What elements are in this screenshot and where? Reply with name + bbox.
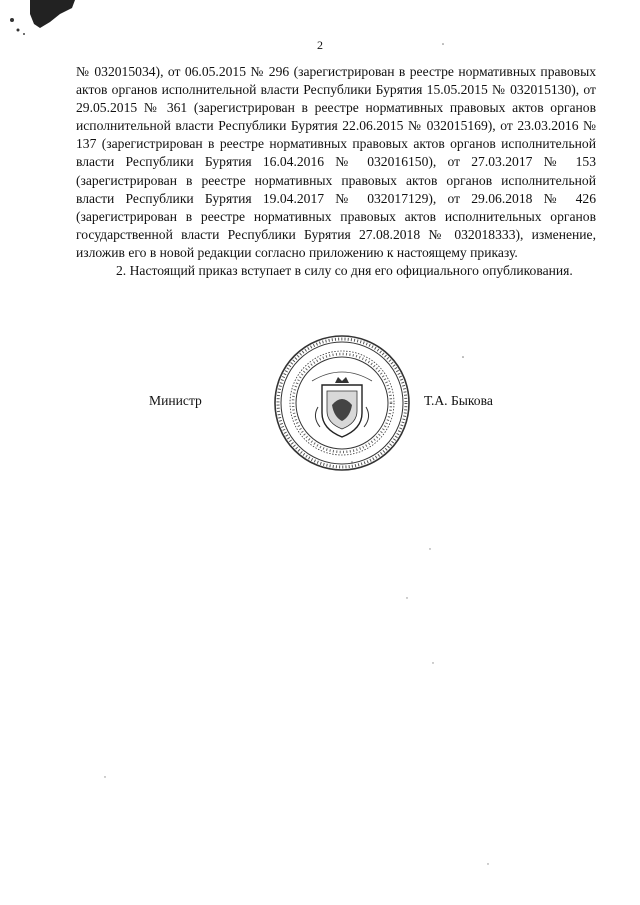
page-number: 2 bbox=[317, 38, 323, 52]
paragraph-continued: № 032015034), от 06.05.2015 № 296 (зарегистрирован в реестре нормативных правовых актов органов исполнительной власти Республики Бурятия 15.05.2015 № 032015130), от 29.05.2015 № 361 (зарегистрирован в реестре нормативных правовых актов органов исполнительной власти Республики Бурятия 22.06.2015 № 032015169), от 23.03.2016 № 137 (зарегистрирован в реестре нормативных правовых актов органов исполнительной власти Республики Бурятия 16.04.2016 № 032016150), от 27.03.2017 № 153 (зарегистрирован в реестре нормативных правовых актов органов исполнительной власти Республики Бурятия 19.04.2017 № 032017129), от 29.06.2018 № 426 (зарегистрирован в реестре нормативных правовых актов исполнительных органов государственной власти Республики Бурятия 27.08.2018 № 032018333), изменение, изложив его в новой редакции согласно приложению к настоящему приказу. bbox=[76, 64, 596, 260]
signer-name: Т.А. Быкова bbox=[424, 393, 493, 408]
paragraph-item-2: 2. Настоящий приказ вступает в силу со дня его официального опубликования. bbox=[116, 263, 573, 279]
signer-title: Министр bbox=[149, 393, 202, 408]
